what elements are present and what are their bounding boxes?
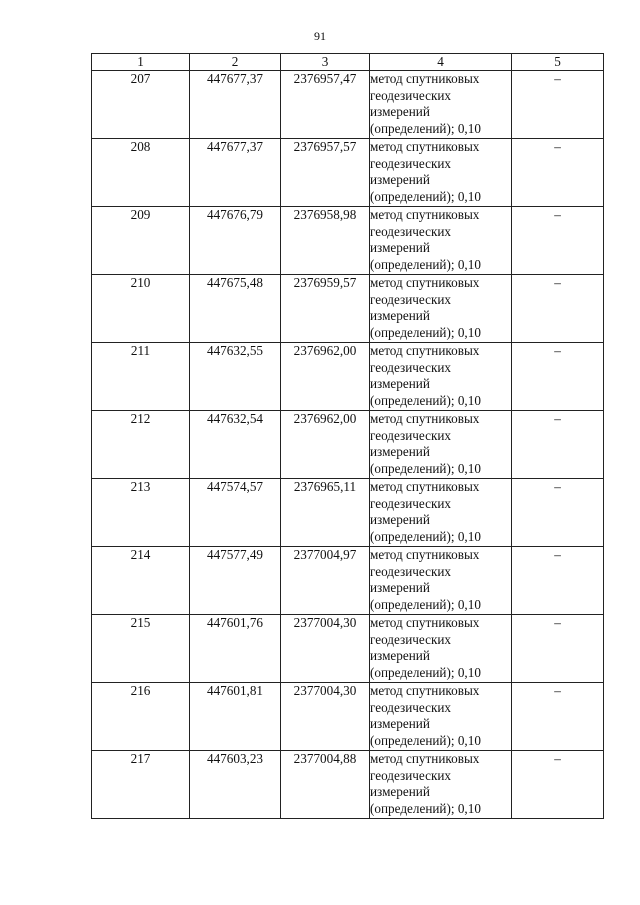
method-line: (определений); 0,10	[370, 596, 481, 612]
coord-x: 447577,49	[190, 547, 281, 615]
coord-y: 2377004,88	[281, 751, 370, 819]
table-row	[92, 275, 604, 343]
coord-x: 447601,81	[190, 683, 281, 751]
point-number: 208	[92, 139, 190, 207]
table-row	[92, 615, 604, 683]
coord-x: 447675,48	[190, 275, 281, 343]
point-number: 212	[92, 411, 190, 479]
header-col-2: 2	[190, 54, 281, 71]
point-number: 211	[92, 343, 190, 411]
method-cell	[370, 343, 512, 411]
table-row	[92, 479, 604, 547]
header-row	[92, 54, 604, 71]
method-cell	[370, 71, 512, 139]
coord-y: 2376957,57	[281, 139, 370, 207]
col5-value: –	[512, 547, 604, 615]
table-row	[92, 139, 604, 207]
method-line: геодезических	[370, 631, 452, 647]
col5-value: –	[512, 479, 604, 547]
coord-y: 2376965,11	[281, 479, 370, 547]
coord-y: 2376958,98	[281, 207, 370, 275]
method-line: измерений	[370, 580, 430, 595]
coord-y: 2376962,00	[281, 411, 370, 479]
point-number: 207	[92, 71, 190, 139]
table-row	[92, 207, 604, 275]
method-line: измерений	[370, 444, 430, 459]
col5-value: –	[512, 275, 604, 343]
method-line: (определений); 0,10	[370, 256, 481, 272]
method-line: геодезических	[370, 563, 452, 579]
method-line: геодезических	[370, 359, 452, 375]
method-cell	[370, 479, 512, 547]
method-line: измерений	[370, 104, 430, 119]
coord-x: 447601,76	[190, 615, 281, 683]
coord-y: 2376959,57	[281, 275, 370, 343]
method-line: (определений); 0,10	[370, 120, 481, 136]
method-line: метод спутниковых	[370, 207, 480, 222]
coord-x: 447677,37	[190, 71, 281, 139]
method-line: метод спутниковых	[370, 615, 480, 630]
method-cell	[370, 547, 512, 615]
coord-x: 447632,54	[190, 411, 281, 479]
point-number: 213	[92, 479, 190, 547]
method-line: (определений); 0,10	[370, 664, 481, 680]
method-cell	[370, 411, 512, 479]
col5-value: –	[512, 207, 604, 275]
method-line: геодезических	[370, 427, 452, 443]
header-col-1: 1	[92, 54, 190, 71]
coord-y: 2377004,97	[281, 547, 370, 615]
page-number: 91	[314, 29, 326, 43]
method-cell	[370, 683, 512, 751]
method-line: измерений	[370, 648, 430, 663]
method-line: геодезических	[370, 291, 452, 307]
table-row	[92, 343, 604, 411]
col5-value: –	[512, 71, 604, 139]
table-row	[92, 751, 604, 819]
method-line: измерений	[370, 716, 430, 731]
table-row	[92, 547, 604, 615]
coordinates-table	[91, 53, 604, 819]
point-number: 216	[92, 683, 190, 751]
table-row	[92, 71, 604, 139]
method-line: геодезических	[370, 767, 452, 783]
method-line: геодезических	[370, 223, 452, 239]
method-line: (определений); 0,10	[370, 188, 481, 204]
header-col-3: 3	[281, 54, 370, 71]
col5-value: –	[512, 683, 604, 751]
col5-value: –	[512, 615, 604, 683]
method-line: метод спутниковых	[370, 411, 480, 426]
method-line: метод спутниковых	[370, 275, 480, 290]
method-line: метод спутниковых	[370, 751, 480, 766]
method-line: метод спутниковых	[370, 479, 480, 494]
table-row	[92, 411, 604, 479]
method-line: (определений); 0,10	[370, 800, 481, 816]
point-number: 215	[92, 615, 190, 683]
method-line: метод спутниковых	[370, 547, 480, 562]
coord-y: 2376962,00	[281, 343, 370, 411]
method-line: метод спутниковых	[370, 683, 480, 698]
table-row	[92, 683, 604, 751]
method-cell	[370, 139, 512, 207]
col5-value: –	[512, 411, 604, 479]
coord-x: 447632,55	[190, 343, 281, 411]
method-line: измерений	[370, 308, 430, 323]
method-cell	[370, 615, 512, 683]
method-line: геодезических	[370, 495, 452, 511]
method-cell	[370, 275, 512, 343]
col5-value: –	[512, 751, 604, 819]
coord-x: 447677,37	[190, 139, 281, 207]
point-number: 214	[92, 547, 190, 615]
col5-value: –	[512, 343, 604, 411]
point-number: 210	[92, 275, 190, 343]
method-line: (определений); 0,10	[370, 460, 481, 476]
method-line: метод спутниковых	[370, 71, 480, 86]
method-cell	[370, 207, 512, 275]
coord-x: 447603,23	[190, 751, 281, 819]
method-cell	[370, 751, 512, 819]
method-line: метод спутниковых	[370, 139, 480, 154]
method-line: измерений	[370, 784, 430, 799]
method-line: геодезических	[370, 155, 452, 171]
coord-x: 447676,79	[190, 207, 281, 275]
method-line: геодезических	[370, 699, 452, 715]
method-line: (определений); 0,10	[370, 732, 481, 748]
coord-y: 2377004,30	[281, 683, 370, 751]
method-line: геодезических	[370, 87, 452, 103]
point-number: 217	[92, 751, 190, 819]
col5-value: –	[512, 139, 604, 207]
header-col-4: 4	[370, 54, 512, 71]
method-line: измерений	[370, 376, 430, 391]
method-line: (определений); 0,10	[370, 392, 481, 408]
method-line: метод спутниковых	[370, 343, 480, 358]
method-line: измерений	[370, 240, 430, 255]
coord-y: 2376957,47	[281, 71, 370, 139]
method-line: измерений	[370, 172, 430, 187]
method-line: измерений	[370, 512, 430, 527]
method-line: (определений); 0,10	[370, 528, 481, 544]
method-line: (определений); 0,10	[370, 324, 481, 340]
coord-y: 2377004,30	[281, 615, 370, 683]
header-col-5: 5	[512, 54, 604, 71]
coord-x: 447574,57	[190, 479, 281, 547]
point-number: 209	[92, 207, 190, 275]
